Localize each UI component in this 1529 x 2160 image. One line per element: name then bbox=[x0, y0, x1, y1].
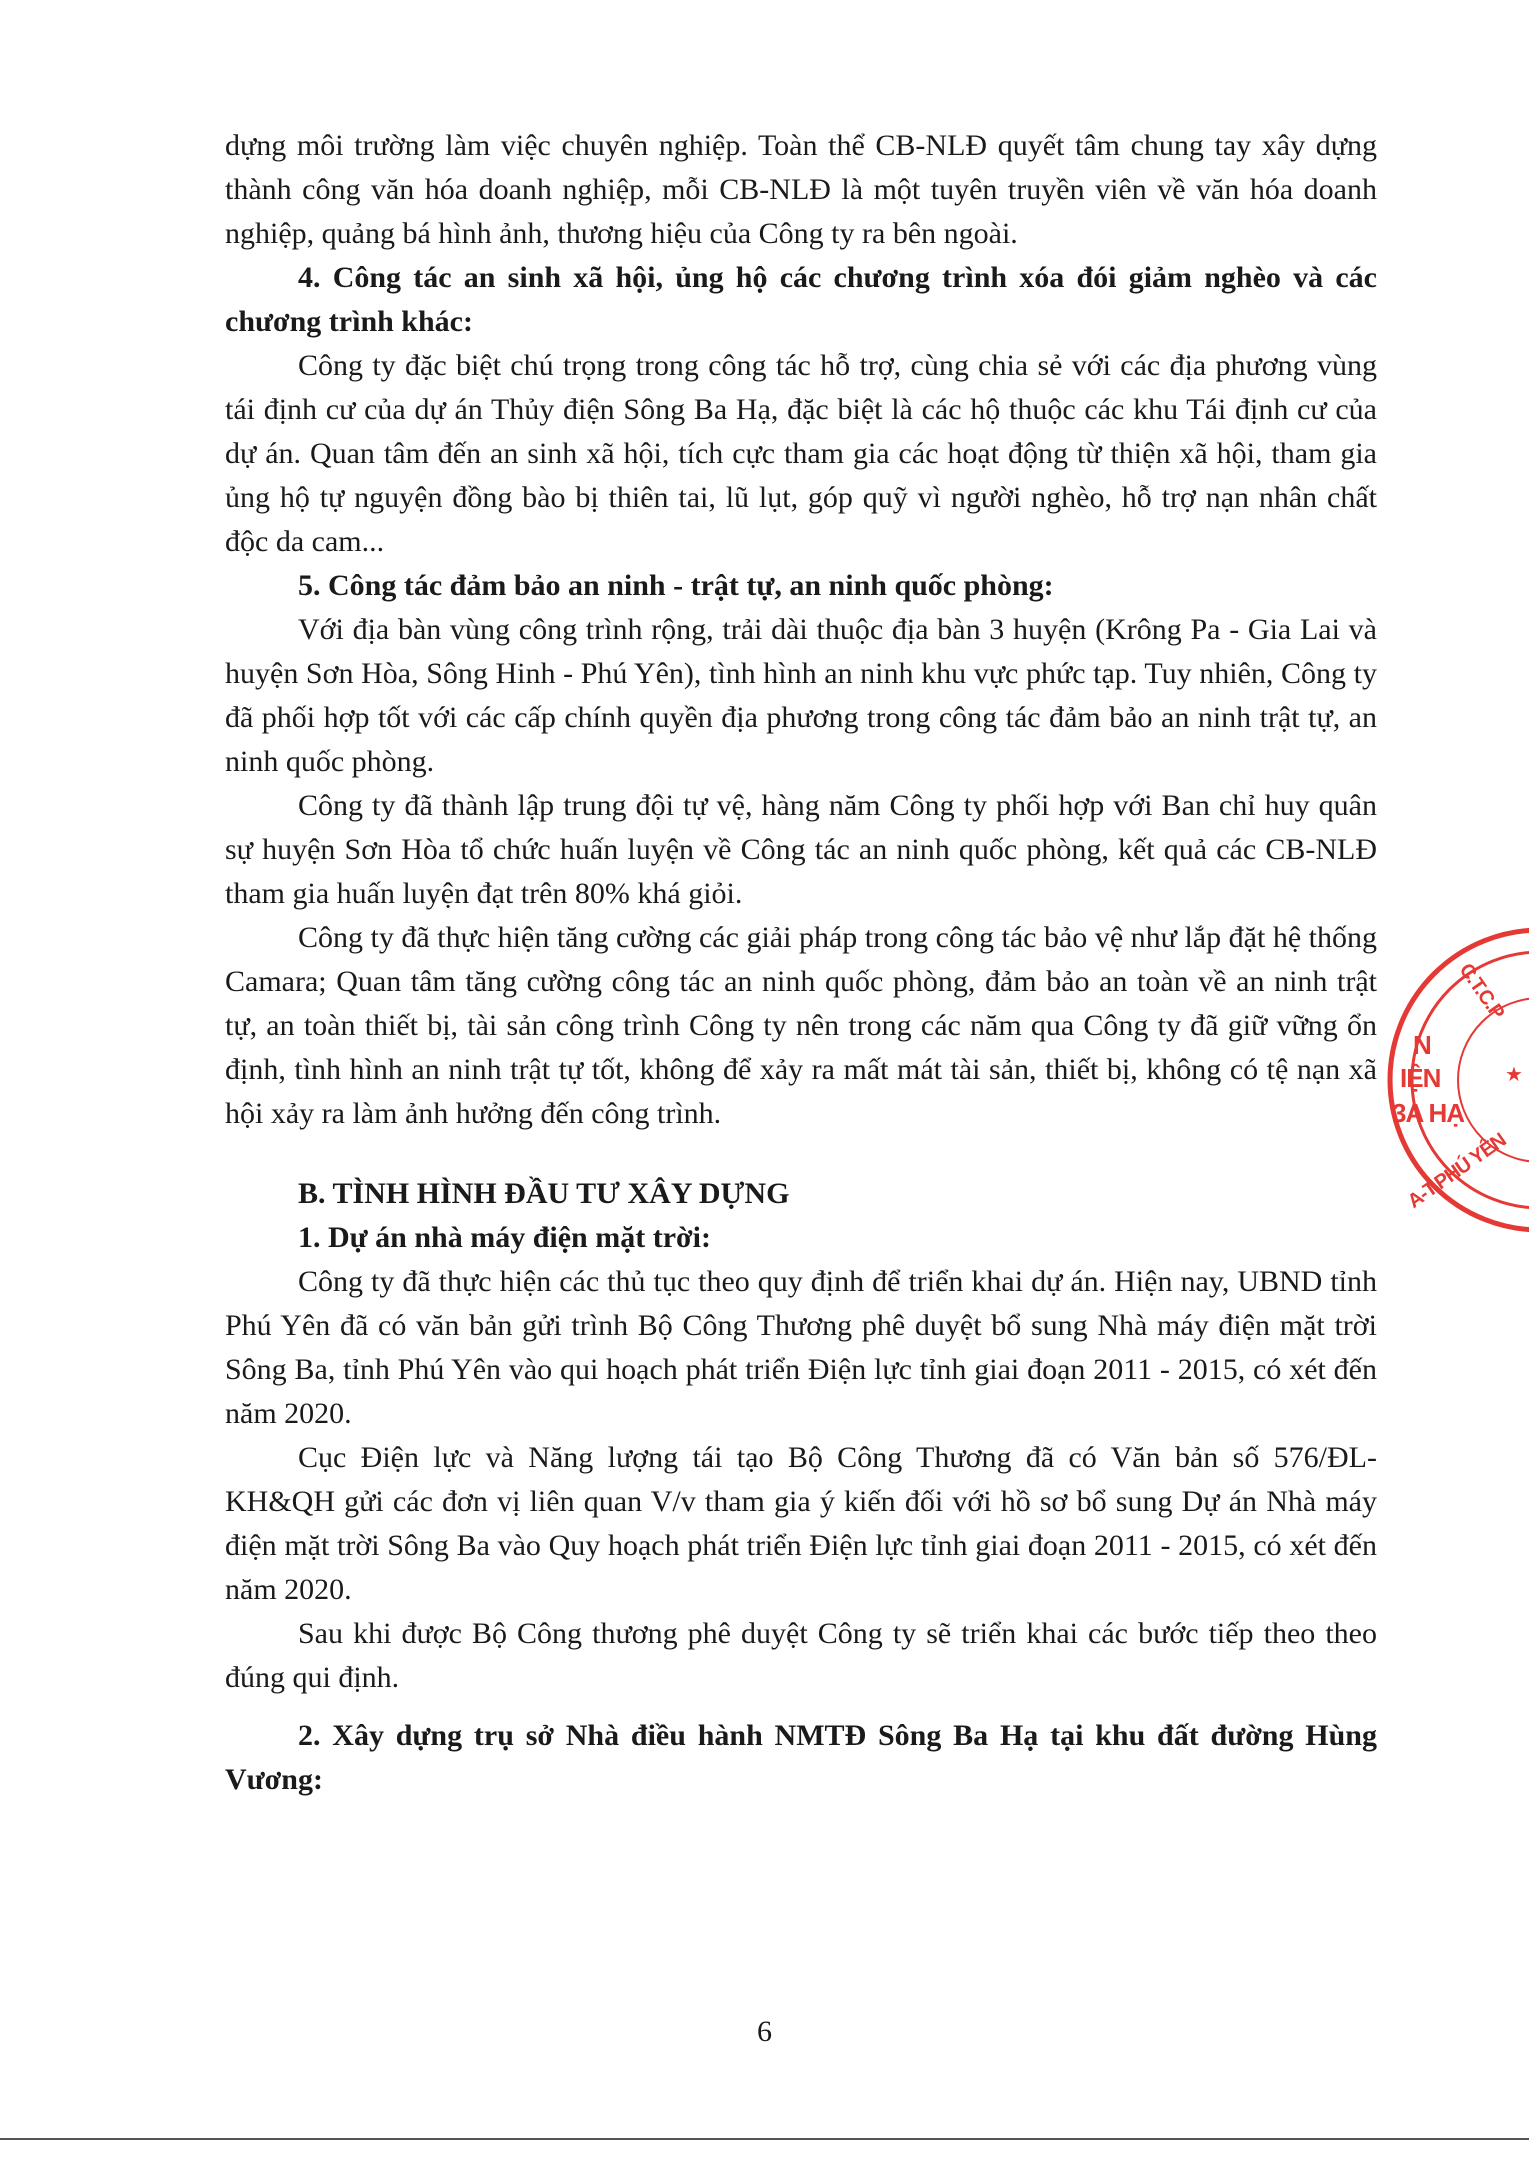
heading-section-b: B. TÌNH HÌNH ĐẦU TƯ XÂY DỰNG bbox=[298, 1177, 790, 1210]
seal-text: A-T.PHÚ YÊN bbox=[1403, 1129, 1510, 1213]
seal-text: IỆN bbox=[1400, 1063, 1441, 1093]
heading-social-security: 4. Công tác an sinh xã hội, ủng hộ các chương trình xóa đói giảm nghèo và các chương trình khác: bbox=[225, 261, 1377, 338]
company-seal-stamp bbox=[1380, 870, 1529, 1270]
seal-text: 3A HẠ bbox=[1392, 1098, 1465, 1128]
heading-headquarters: 2. Xây dựng trụ sở Nhà điều hành NMTĐ Sông Ba Hạ tại khu đất đường Hùng Vương: bbox=[225, 1719, 1377, 1796]
page-number: 6 bbox=[757, 2015, 772, 2048]
paragraph-solar-procedures: Công ty đã thực hiện các thủ tục theo quy định để triển khai dự án. Hiện nay, UBND tỉnh Phú Yên đã có văn bản gửi trình Bộ Công Thương phê duyệt bổ sung Nhà máy điện mặt trời Sông Ba, tỉnh Phú Yên vào qui hoạch phát triển Điện lực tỉnh giai đoạn 2011 - 2015, có xét đến năm 2020. bbox=[225, 1265, 1377, 1430]
seal-text: C.T.C.P bbox=[1454, 959, 1509, 1023]
paragraph-energy-department: Cục Điện lực và Năng lượng tái tạo Bộ Công Thương đã có Văn bản số 576/ĐL-KH&QH gửi các đơn vị liên quan V/v tham gia ý kiến đối với hồ sơ bổ sung Dự án Nhà máy điện mặt trời Sông Ba vào Quy hoạch phát triển Điện lực tỉnh giai đoạn 2011 - 2015, có xét đến năm 2020. bbox=[225, 1441, 1377, 1606]
paragraph-protection-measures: Công ty đã thực hiện tăng cường các giải pháp trong công tác bảo vệ như lắp đặt hệ thống Camara; Quan tâm tăng cường công tác an ninh quốc phòng, đảm bảo an toàn về an ninh trật tự, an toàn thiết bị, tài sản công trình Công ty nên trong các năm qua Công ty đã giữ vững ổn định, tình hình an ninh trật tự tốt, không để xảy ra mất mát tài sản, thiết bị, không có tệ nạn xã hội xảy ra làm ảnh hưởng đến công trình. bbox=[225, 921, 1377, 1130]
paragraph-culture-end: dựng môi trường làm việc chuyên nghiệp. Toàn thể CB-NLĐ quyết tâm chung tay xây dựng thành công văn hóa doanh nghiệp, mỗi CB-NLĐ là một tuyên truyền viên về văn hóa doanh nghiệp, quảng bá hình ảnh, thương hiệu của Công ty ra bên ngoài. bbox=[225, 129, 1377, 250]
bottom-divider bbox=[0, 2138, 1529, 2140]
paragraph-next-steps: Sau khi được Bộ Công thương phê duyệt Công ty sẽ triển khai các bước tiếp theo theo đúng qui định. bbox=[225, 1617, 1377, 1694]
paragraph-social-support: Công ty đặc biệt chú trọng trong công tác hỗ trợ, cùng chia sẻ với các địa phương vùng tái định cư của dự án Thủy điện Sông Ba Hạ, đặc biệt là các hộ thuộc các khu Tái định cư của dự án. Quan tâm đến an sinh xã hội, tích cực tham gia các hoạt động từ thiện xã hội, tham gia ủng hộ tự nguyện đồng bào bị thiên tai, lũ lụt, góp quỹ vì người nghèo, hỗ trợ nạn nhân chất độc da cam... bbox=[225, 349, 1377, 558]
paragraph-security-area: Với địa bàn vùng công trình rộng, trải dài thuộc địa bàn 3 huyện (Krông Pa - Gia Lai và huyện Sơn Hòa, Sông Hinh - Phú Yên), tình hình an ninh khu vực phức tạp. Tuy nhiên, Công ty đã phối hợp tốt với các cấp chính quyền địa phương trong công tác đảm bảo an ninh trật tự, an ninh quốc phòng. bbox=[225, 613, 1377, 778]
seal-text: N bbox=[1413, 1030, 1431, 1060]
paragraph-militia: Công ty đã thành lập trung đội tự vệ, hàng năm Công ty phối hợp với Ban chỉ huy quân sự huyện Sơn Hòa tổ chức huấn luyện về Công tác an ninh quốc phòng, kết quả các CB-NLĐ tham gia huấn luyện đạt trên 80% khá giỏi. bbox=[225, 789, 1377, 910]
seal-star-icon: ★ bbox=[1505, 1064, 1522, 1086]
heading-solar-project: 1. Dự án nhà máy điện mặt trời: bbox=[298, 1221, 711, 1254]
heading-security-defense: 5. Công tác đảm bảo an ninh - trật tự, an ninh quốc phòng: bbox=[298, 569, 1054, 602]
document-body bbox=[225, 124, 1377, 1802]
